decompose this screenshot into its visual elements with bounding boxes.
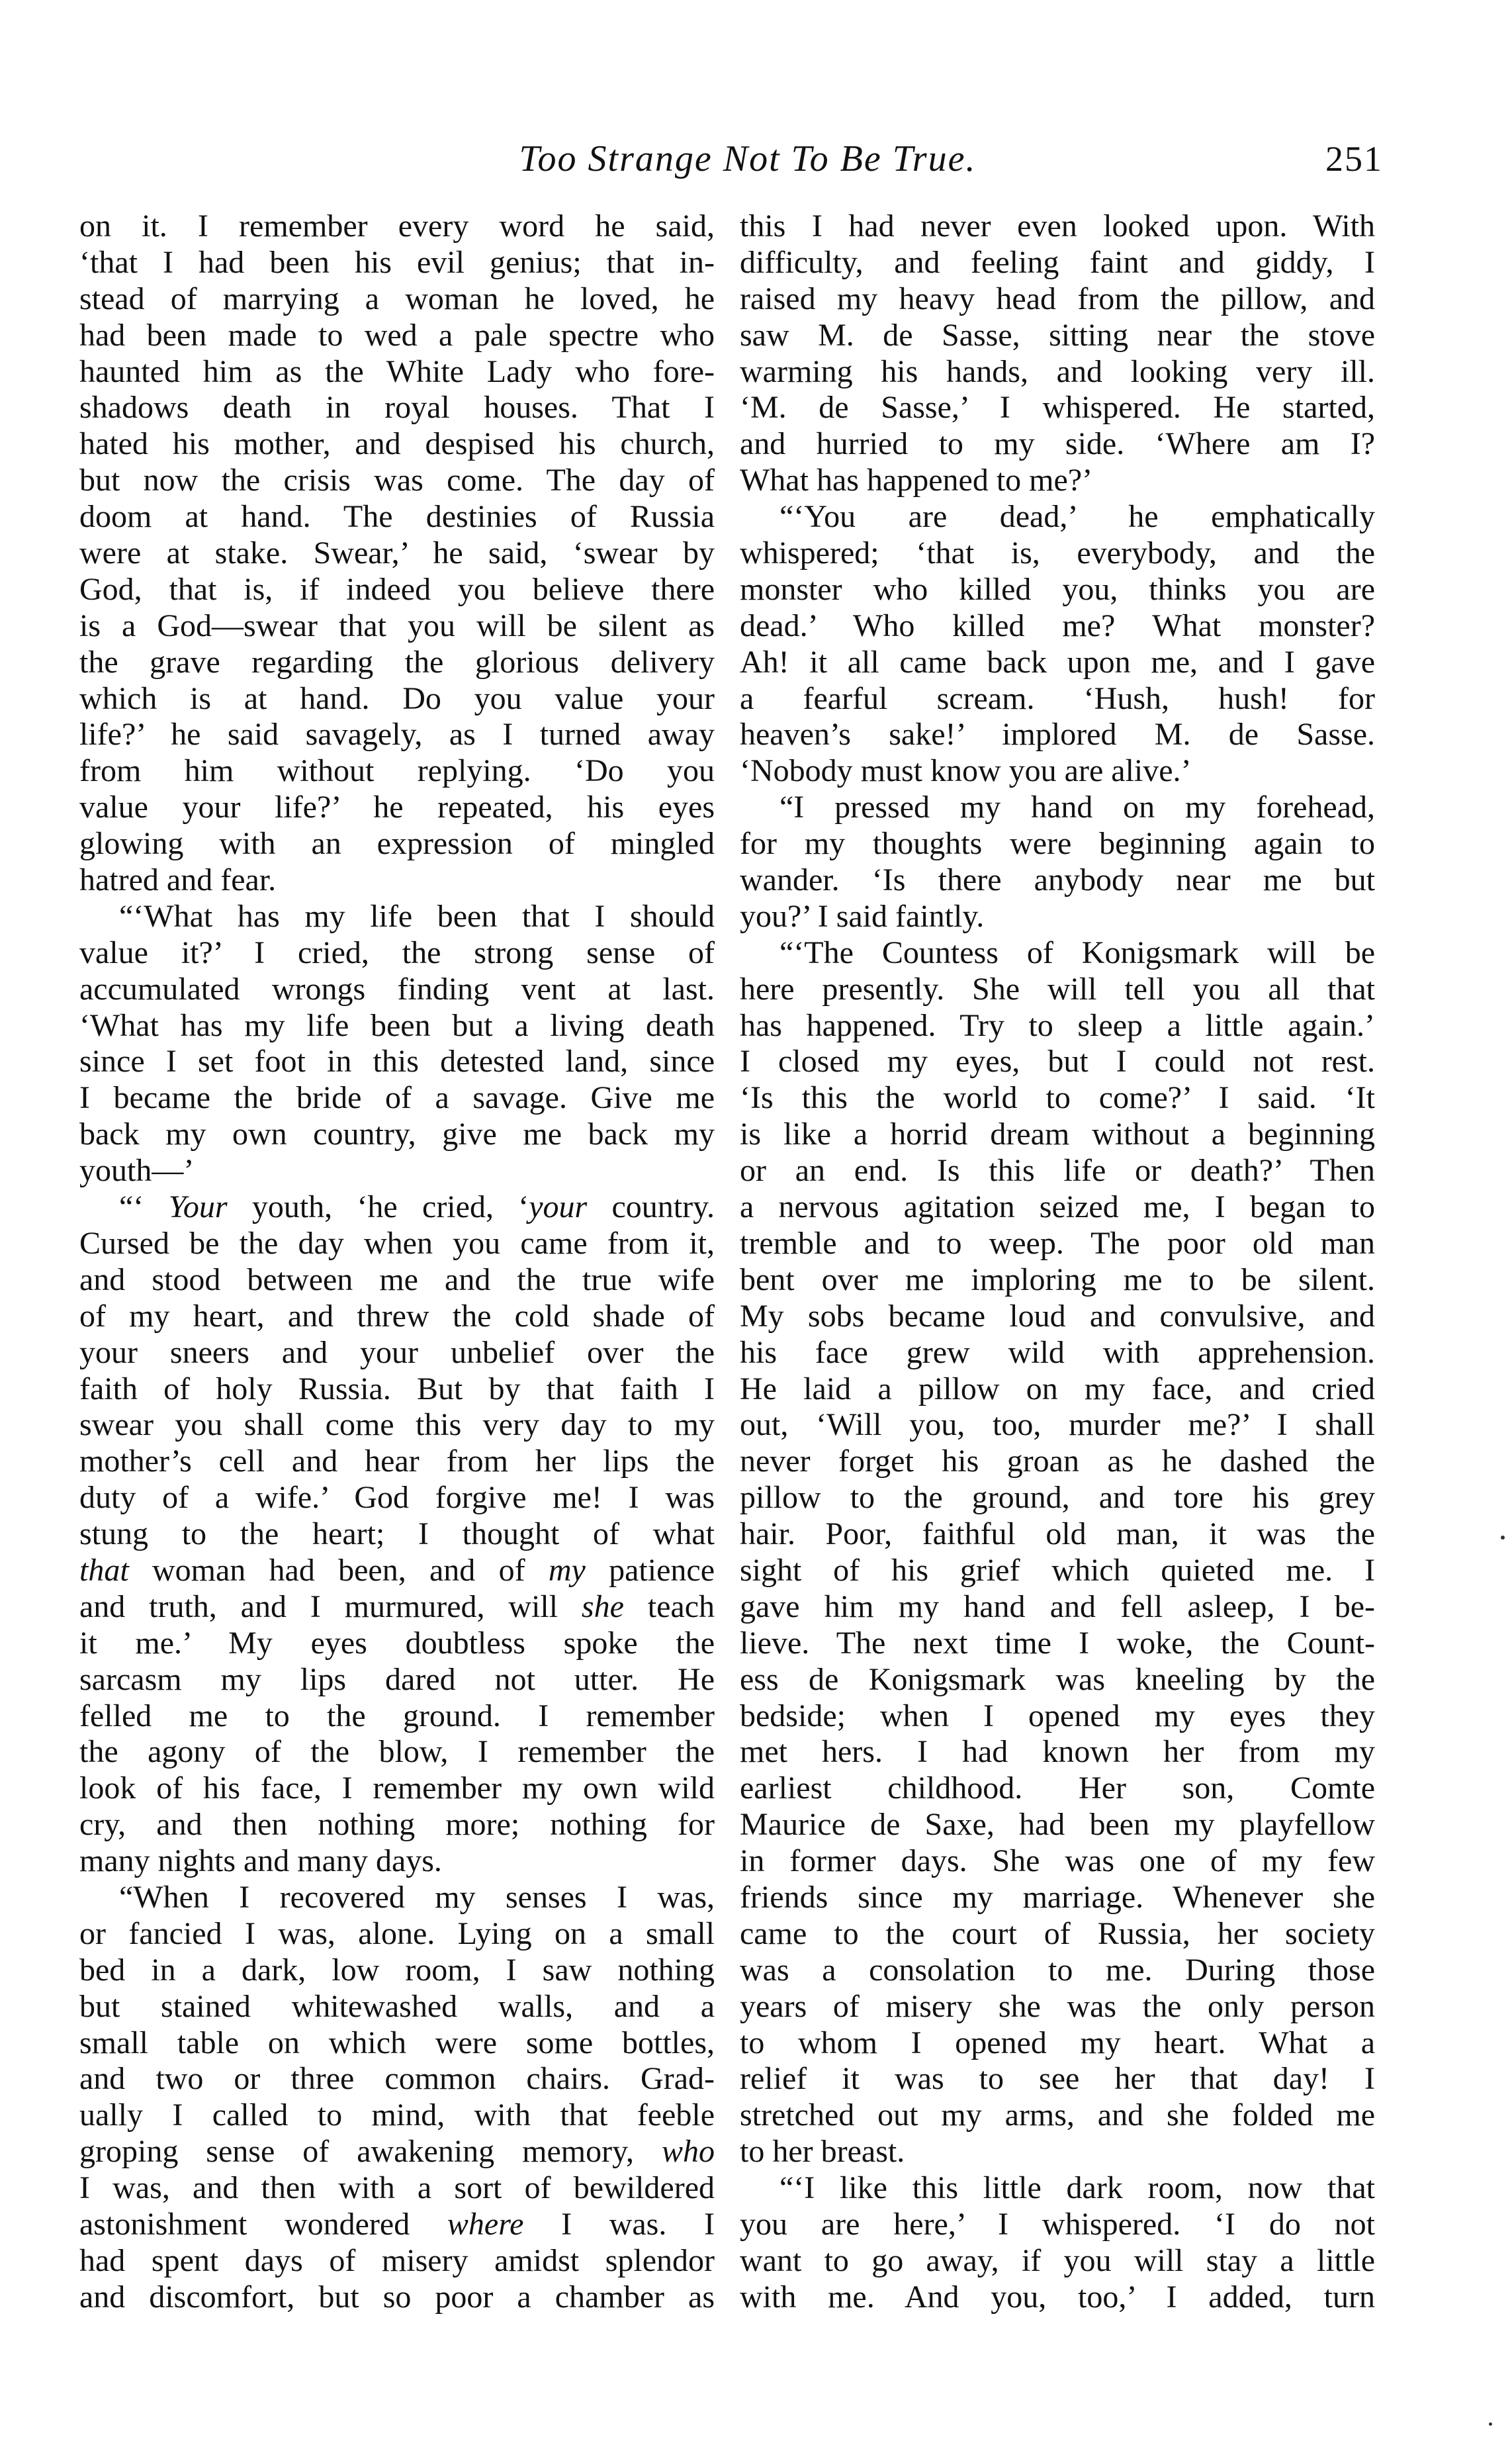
text-line: is a God—swear that you will be silent as [79,608,715,643]
text-line: earliest childhood. Her son, Comte [740,1771,1375,1806]
text-line: lieve. The next time I woke, the Count- [740,1625,1375,1661]
text-line: or fancied I was, alone. Lying on a small [79,1915,715,1951]
text-line: never forget his groan as he dashed the [740,1444,1375,1479]
text-line: were at stake. Swear,’ he said, ‘swear by [79,535,715,571]
text-line: shadows death in royal houses. That I [79,390,715,426]
text-line: since I set foot in this detested land, since [79,1044,715,1080]
text-line: Maurice de Saxe, had been my playfellow [740,1807,1375,1843]
text-line: felled me to the ground. I remember [79,1698,715,1733]
text-line: of my heart, and threw the cold shade of [79,1298,715,1334]
text-line: value your life?’ he repeated, his eyes [79,790,715,825]
text-line: bent over me imploring me to be silent. [740,1262,1375,1297]
text-line: small table on which were some bottles, [79,2025,715,2060]
text-line: “‘The Countess of Konigsmark will be [779,935,1375,970]
text-line: glowing with an expression of mingled [79,826,715,862]
text-line: “‘I like this little dark room, now that [779,2170,1375,2206]
text-line: difficulty, and feeling faint and giddy, I [740,244,1375,280]
text-line: here presently. She will tell you all that [740,971,1375,1007]
text-line: stretched out my arms, and she folded me [740,2097,1375,2133]
text-line: a nervous agitation seized me, I began to [740,1189,1375,1225]
text-fragment: teach [623,1588,715,1624]
text-line: gave him my hand and fell asleep, I be- [740,1588,1375,1624]
text-line [79,1589,715,1626]
text-line: pillow to the ground, and tore his grey [740,1480,1375,1516]
text-line: “When I recovered my senses I was, [119,1879,715,1915]
text-line: which is at hand. Do you value your [79,680,715,716]
text-fragment: and truth, and I murmured, will [79,1588,582,1624]
text-line: and two or three common chairs. Grad- [79,2061,715,2097]
text-line: “‘You are dead,’ he emphatically [779,499,1375,535]
text-line: “‘What has my life been that I should [119,898,715,934]
page-header [79,132,1383,185]
text-line: bed in a dark, low room, I saw nothing [79,1952,715,1988]
text-line: his face grew wild with apprehension. [740,1334,1375,1370]
text-line: the grave regarding the glorious delivery [79,644,715,680]
text-line: ‘that I had been his evil genius; that in- [79,244,715,280]
text-line: from him without replying. ‘Do you [79,753,715,789]
text-line: faith of holy Russia. But by that faith I [79,1371,715,1406]
text-line: haunted him as the White Lady who fore- [79,353,715,389]
text-line: many nights and many days. [79,1843,442,1879]
text-line: sarcasm my lips dared not utter. He [79,1661,715,1697]
text-fragment: woman had been, and of [128,1552,549,1588]
text-line: but now the crisis was come. The day of [79,463,715,498]
text-line: ‘Nobody must know you are alive.’ [740,753,1192,789]
text-line: duty of a wife.’ God forgive me! I was [79,1480,715,1516]
text-line: sight of his grief which quieted me. I [740,1552,1375,1588]
text-line: back my own country, give me back my [79,1117,715,1152]
text-line: dead.’ Who killed me? What monster? [740,608,1375,643]
text-line: had spent days of misery amidst splendor [79,2242,715,2278]
text-line: stead of marrying a woman he loved, he [79,281,715,316]
text-line: tremble and to weep. The poor old man [740,1225,1375,1261]
text-line: heaven’s sake!’ implored M. de Sasse. [740,717,1375,753]
text-line: monster who killed you, thinks you are [740,571,1375,607]
running-title: Too Strange Not To Be True. [519,138,977,179]
text-line: look of his face, I remember my own wild [79,1771,715,1806]
italic-emphasis: she [581,1588,624,1624]
corner-speck [1489,2422,1492,2426]
text-line: raised my heavy head from the pillow, and [740,281,1375,316]
text-line [79,2207,715,2243]
text-line: I closed my eyes, but I could not rest. [740,1044,1375,1080]
text-line: My sobs became loud and convulsive, and [740,1298,1375,1334]
text-line: relief it was to see her that day! I [740,2061,1375,2097]
text-line: and discomfort, but so poor a chamber as [79,2279,715,2315]
text-line: saw M. de Sasse, sitting near the stove [740,317,1375,353]
text-line: to her breast. [740,2134,905,2170]
text-line: What has happened to me?’ [740,463,1093,498]
text-line: is like a horrid dream without a beginning [740,1117,1375,1152]
text-fragment: astonishment wondered [79,2206,447,2242]
text-line: but stained whitewashed walls, and a [79,1988,715,2024]
text-line: you?’ I said faintly. [740,898,985,934]
text-line: mother’s cell and hear from her lips the [79,1444,715,1479]
text-line: youth—’ [79,1153,195,1189]
text-line: accumulated wrongs finding vent at last. [79,971,715,1007]
text-line: cry, and then nothing more; nothing for [79,1807,715,1843]
text-line: it me.’ My eyes doubtless spoke the [79,1625,715,1661]
left-text-column [79,208,715,2316]
text-fragment: country. [587,1189,715,1225]
text-line: ually I called to mind, with that feeble [79,2097,715,2133]
text-fragment: groping sense of awakening memory, [79,2134,662,2170]
text-line [79,1553,715,1589]
text-line: ‘Is this the world to come?’ I said. ‘It [740,1080,1375,1116]
text-line: He laid a pillow on my face, and cried [740,1371,1375,1406]
italic-emphasis: Your [168,1189,228,1225]
text-line: ‘M. de Sasse,’ I whispered. He started, [740,390,1375,426]
text-line: stung to the heart; I thought of what [79,1516,715,1552]
text-line: this I had never even looked upon. With [740,208,1375,244]
right-text-column [740,208,1375,2316]
text-line: on it. I remember every word he said, [79,208,715,244]
text-line: you are here,’ I whispered. ‘I do not [740,2206,1375,2242]
italic-emphasis: my [548,1552,586,1588]
text-line: “I pressed my hand on my forehead, [779,790,1375,825]
text-line [79,2134,715,2170]
text-line: bedside; when I opened my eyes they [740,1698,1375,1733]
text-line: ess de Konigsmark was kneeling by the [740,1661,1375,1697]
italic-emphasis: who [661,2134,715,2170]
text-line: or an end. Is this life or death?’ Then [740,1153,1375,1189]
text-line: hated his mother, and despised his church, [79,426,715,462]
text-line: in former days. She was one of my few [740,1843,1375,1879]
text-line: and stood between me and the true wife [79,1262,715,1297]
text-fragment: “‘ [119,1189,169,1225]
text-line: wander. ‘Is there anybody near me but [740,862,1375,898]
text-line: I was, and then with a sort of bewildered [79,2170,715,2206]
text-line: for my thoughts were beginning again to [740,826,1375,862]
italic-emphasis: your [529,1189,588,1225]
text-line: doom at hand. The destinies of Russia [79,499,715,535]
text-line: came to the court of Russia, her society [740,1915,1375,1951]
text-line: the agony of the blow, I remember the [79,1734,715,1770]
text-line: with me. And you, too,’ I added, turn [740,2279,1375,2315]
text-fragment: youth, ‘he cried, ‘ [227,1189,529,1225]
text-line: was a consolation to me. During those [740,1952,1375,1988]
text-line: life?’ he said savagely, as I turned away [79,717,715,753]
text-line: friends since my marriage. Whenever she [740,1879,1375,1915]
text-line: Ah! it all came back upon me, and I gave [740,644,1375,680]
margin-speck [1501,1536,1505,1540]
text-line: ‘What has my life been but a living death [79,1007,715,1043]
text-line: I became the bride of a savage. Give me [79,1080,715,1116]
text-line: Cursed be the day when you came from it, [79,1225,715,1261]
text-line: whispered; ‘that is, everybody, and the [740,535,1375,571]
text-line: hatred and fear. [79,862,277,898]
text-line: a fearful scream. ‘Hush, hush! for [740,680,1375,716]
text-line: had been made to wed a pale spectre who [79,317,715,353]
italic-emphasis: where [447,2206,524,2242]
text-line: want to go away, if you will stay a little [740,2242,1375,2278]
italic-emphasis: that [79,1552,129,1588]
text-line: to whom I opened my heart. What a [740,2025,1375,2060]
text-line: value it?’ I cried, the strong sense of [79,935,715,970]
text-line: years of misery she was the only person [740,1988,1375,2024]
text-line: met hers. I had known her from my [740,1734,1375,1770]
text-line: out, ‘Will you, too, murder me?’ I shall [740,1407,1375,1443]
text-fragment: patience [585,1552,715,1588]
text-fragment: I was. I [523,2206,715,2242]
text-line [79,1189,715,1226]
text-line: hair. Poor, faithful old man, it was the [740,1516,1375,1552]
text-line: and hurried to my side. ‘Where am I? [740,426,1375,462]
text-line: has happened. Try to sleep a little again.’ [740,1007,1375,1043]
text-line: God, that is, if indeed you believe there [79,571,715,607]
page-number: 251 [1325,139,1383,179]
text-line: your sneers and your unbelief over the [79,1334,715,1370]
text-line: swear you shall come this very day to my [79,1407,715,1443]
text-line: warming his hands, and looking very ill. [740,353,1375,389]
